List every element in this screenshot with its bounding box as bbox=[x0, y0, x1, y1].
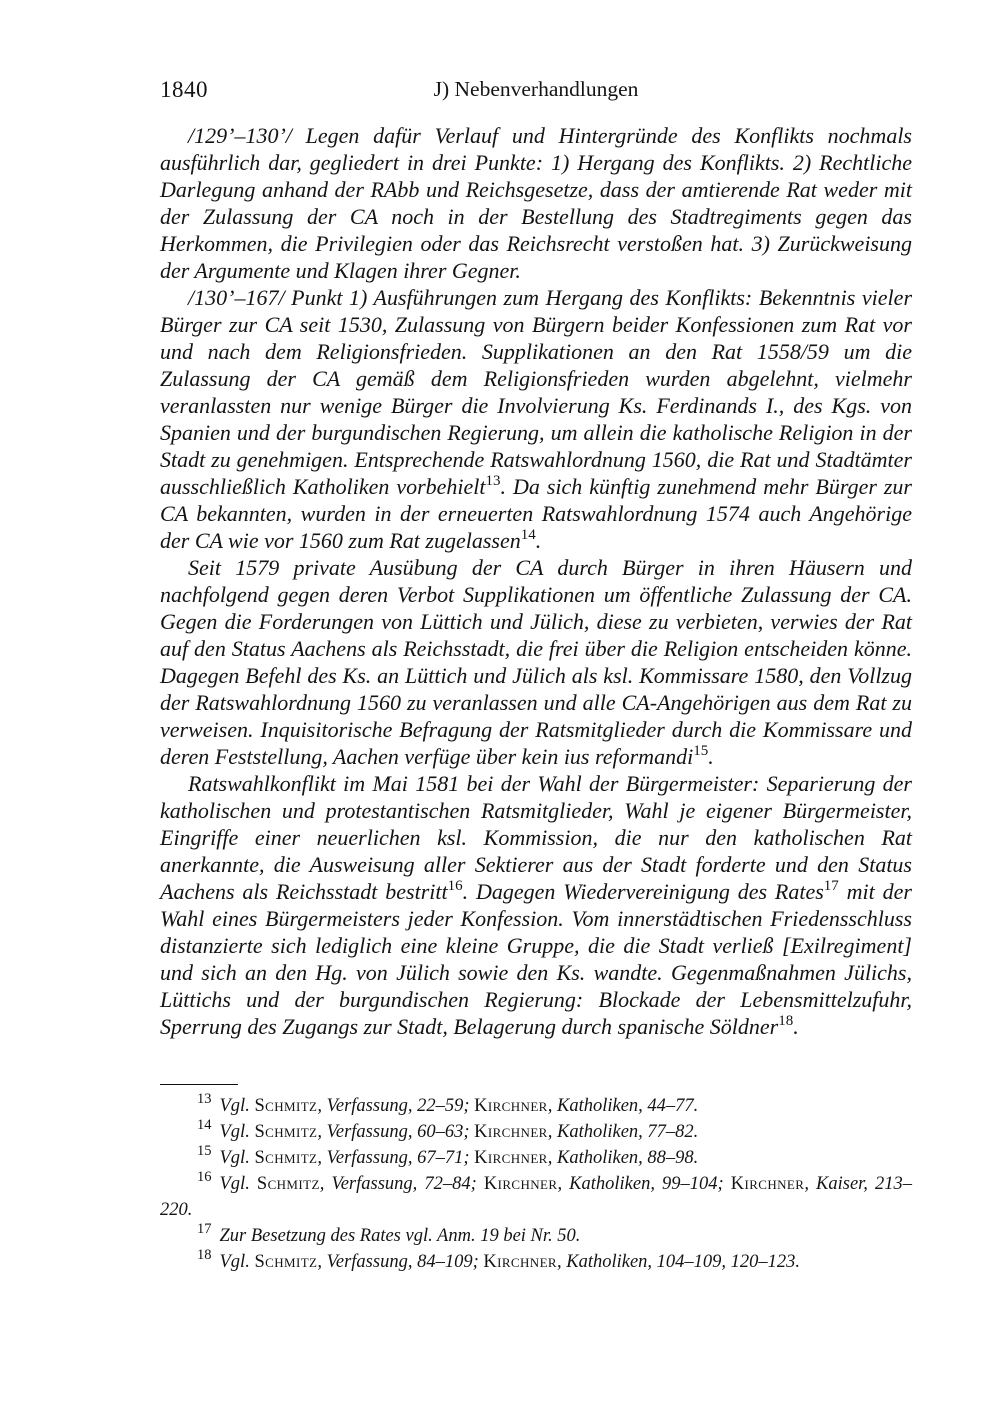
text-run: , Katholiken, 88–98. bbox=[547, 1148, 699, 1168]
running-header bbox=[160, 77, 912, 105]
text-run: , Katholiken, 77–82. bbox=[547, 1122, 699, 1142]
author-name-smallcaps: Kirchner bbox=[474, 1122, 548, 1142]
author-name-smallcaps: Kirchner bbox=[474, 1148, 548, 1168]
text-run: Seit 1579 private Ausübung der CA durch Bürger in ihren Häusern und nachfolgend gegen deren Verbot Supplikationen um öffentliche Zulassung der CA. Gegen die Forderungen von Lüttich und Jülich, diese zu verbieten, verwies der Rat auf den Status Aachens als Reichsstadt, die frei über die Religion entscheiden könne. Dagegen Befehl des Ks. an Lüttich und Jülich als ksl. Kommissare 1580, den Vollzug der Ratswahlordnung 1560 zu veranlassen und alle CA-Angehörigen aus dem Rat zu verweisen. Inquisitorische Befragung der Ratsmitglieder durch die Kommissare und deren Feststellung, Aachen verfüge über kein ius reformandi bbox=[160, 555, 912, 769]
text-column bbox=[160, 0, 912, 1275]
footnote-number: 16 bbox=[197, 1168, 212, 1185]
text-run: , Verfassung, 60–63; bbox=[317, 1122, 475, 1142]
footnote-ref: 17 bbox=[823, 877, 839, 894]
footnote-number: 13 bbox=[197, 1090, 212, 1107]
text-run: , Verfassung, 22–59; bbox=[317, 1096, 475, 1116]
footnote-ref: 16 bbox=[447, 877, 463, 894]
footnote-separator bbox=[160, 1084, 238, 1085]
paragraph bbox=[160, 554, 912, 770]
paragraph bbox=[160, 122, 912, 284]
text-run: Ratswahlkonflikt im Mai 1581 bei der Wahl der Bürgermeister: Separierung der katholischen und protestantischen Ratsmitglieder, Wahl je eigener Bürgermeister, Eingriffe einer neuerlichen ksl. Kommission, die nur den katholischen Rat anerkannte, die Ausweisung aller Sektierer aus der Stadt forderte und den Status Aachens als Reichsstadt bestritt bbox=[160, 771, 912, 904]
text-run: mit der Wahl eines Bürgermeisters jeder Konfession. Vom innerstädtischen Friedensschluss distanzierte sich lediglich eine kleine Gruppe, die die Stadt verließ [Exilregiment] und sich an den Hg. von Jülich sowie den Ks. wandte. Gegenmaßnahmen Jülichs, Lüttichs und der burgundischen Regierung: Blockade der Lebensmittelzufuhr, Sperrung des Zugangs zur Stadt, Belagerung durch spanische Söldner bbox=[160, 879, 912, 1039]
text-run: /129’–130’/ Legen dafür Verlauf und Hintergründe des Konflikts nochmals ausführlich dar, gegliedert in drei Punkte: 1) Hergang des Konflikts. 2) Rechtliche Darlegung anhand der RAbb und Reichsgesetze, dass der amtierende Rat weder mit der Zulassung der CA noch in der Bestellung des Stadtregiments gegen das Herkommen, die Privilegien oder das Reichsrecht verstoßen hat. 3) Zurückweisung der Argumente und Klagen ihrer Gegner. bbox=[160, 123, 912, 283]
paragraph bbox=[160, 770, 912, 1040]
author-name-smallcaps: Kirchner bbox=[474, 1096, 548, 1116]
footnote-list bbox=[160, 1090, 912, 1275]
footnote bbox=[160, 1168, 912, 1223]
body-paragraphs bbox=[160, 122, 912, 1040]
author-name-smallcaps: Schmitz bbox=[254, 1252, 318, 1272]
footnote-ref: 13 bbox=[485, 472, 501, 489]
footnote-number: 14 bbox=[197, 1116, 212, 1133]
text-run: . Da sich künftig zunehmend mehr Bürger zur CA bekannten, wurden in der erneuerten Ratswahlordnung 1574 auch Angehörige der CA wie vor 1560 zum Rat zugelassen bbox=[160, 474, 912, 553]
footnote bbox=[160, 1246, 912, 1275]
text-run: . Dagegen Wiedervereinigung des Rates bbox=[462, 879, 824, 904]
author-name-smallcaps: Schmitz bbox=[256, 1174, 320, 1194]
text-run: , Kaiser, 213–220. bbox=[160, 1174, 912, 1220]
text-run: . bbox=[535, 528, 542, 553]
footnote bbox=[160, 1116, 912, 1145]
text-run: Vgl. bbox=[219, 1122, 255, 1142]
footnote-number: 17 bbox=[197, 1220, 212, 1237]
text-run: , Katholiken, 44–77. bbox=[547, 1096, 699, 1116]
running-header-title: J) Nebenverhandlungen bbox=[433, 77, 639, 101]
footnote-number: 15 bbox=[197, 1142, 212, 1159]
text-run: Vgl. bbox=[219, 1252, 255, 1272]
footnote bbox=[160, 1090, 912, 1119]
text-run: Vgl. bbox=[219, 1148, 255, 1168]
text-run: Vgl. bbox=[219, 1096, 255, 1116]
text-run: , Katholiken, 99–104; bbox=[557, 1174, 731, 1194]
text-run: , Katholiken, 104–109, 120–123. bbox=[557, 1252, 801, 1272]
footnote-ref: 18 bbox=[778, 1012, 794, 1029]
text-run: Zur Besetzung des Rates vgl. Anm. 19 bei Nr. 50. bbox=[219, 1226, 581, 1246]
author-name-smallcaps: Schmitz bbox=[254, 1122, 318, 1142]
author-name-smallcaps: Schmitz bbox=[254, 1148, 318, 1168]
footnote-number: 18 bbox=[197, 1246, 212, 1263]
footnote-ref: 14 bbox=[520, 526, 536, 543]
text-run: . bbox=[708, 744, 714, 769]
page-number: 1840 bbox=[160, 77, 208, 102]
text-run: , Verfassung, 84–109; bbox=[317, 1252, 484, 1272]
author-name-smallcaps: Kirchner bbox=[730, 1174, 805, 1194]
author-name-smallcaps: Kirchner bbox=[483, 1252, 557, 1272]
author-name-smallcaps: Kirchner bbox=[483, 1174, 558, 1194]
text-run: . bbox=[793, 1014, 799, 1039]
footnote bbox=[160, 1220, 912, 1249]
text-run: Vgl. bbox=[219, 1174, 257, 1194]
footnote bbox=[160, 1142, 912, 1171]
footnote-block bbox=[160, 1084, 912, 1275]
author-name-smallcaps: Schmitz bbox=[254, 1096, 318, 1116]
footnote-ref: 15 bbox=[693, 742, 709, 759]
text-run: , Verfassung, 67–71; bbox=[317, 1148, 475, 1168]
text-run: /130’–167/ Punkt 1) Ausführungen zum Hergang des Konflikts: Bekenntnis vieler Bürger zur CA seit 1530, Zulassung von Bürgern beider Konfessionen zum Rat vor und nach dem Religionsfrieden. Supplikationen an den Rat 1558/59 um die Zulassung der CA gemäß dem Religionsfrieden wurden abgelehnt, vielmehr veranlassten nur wenige Bürger die Involvierung Ks. Ferdinands I., des Kgs. von Spanien und der burgundischen Regierung, um allein die katholische Religion in der Stadt zu genehmigen. Entsprechende Ratswahlordnung 1560, die Rat und Stadtämter ausschließlich Katholiken vorbehielt bbox=[160, 285, 912, 499]
paragraph bbox=[160, 284, 912, 554]
text-run: , Verfassung, 72–84; bbox=[319, 1174, 484, 1194]
